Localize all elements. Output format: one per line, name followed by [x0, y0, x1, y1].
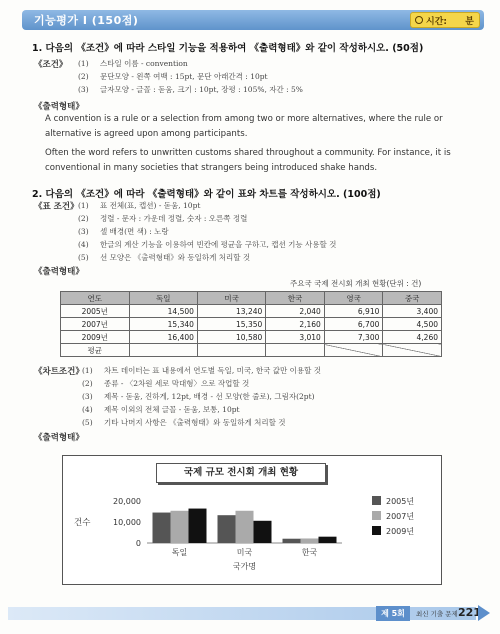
table-cell: 4,260 [383, 331, 442, 344]
table-cell: 10,580 [197, 331, 265, 344]
x-axis-label: 국가명 [232, 562, 257, 571]
legend-label: 2005년 [386, 497, 415, 506]
chart-condition: (4) 제목 이외의 전체 글꼴 - 돋움, 보통, 10pt [82, 405, 240, 414]
footer-round: 제 5회 [376, 606, 410, 621]
y-tick-label: 10,000 [113, 518, 141, 527]
chart-condition: (3) 제목 - 돋움, 진하게, 12pt, 배경 - 선 모양(한 줄로), 그림자(2pt) [82, 392, 315, 401]
table-cell-slash [383, 344, 442, 357]
x-tick-label: 독일 [171, 548, 188, 557]
table-cell-empty [266, 344, 325, 357]
q1-conditions [78, 57, 303, 96]
q1-output-tag: 《출력형태》 [34, 102, 84, 112]
table-condition: (1) 표 전체(표, 캡션) - 돋움, 10pt [78, 201, 201, 210]
table-row [61, 305, 442, 318]
bar [236, 511, 254, 543]
chart-condition: (5) 기타 나머지 사항은 《출력형태》와 동일하게 처리할 것 [82, 418, 286, 427]
table-row [61, 331, 442, 344]
table-avg-label: 평균 [61, 344, 130, 357]
section-title: 기능평가 Ⅰ (150점) [34, 14, 139, 27]
table-cell: 2007년 [61, 318, 130, 331]
q1-condition: (1) 스타일 이름 - convention [78, 59, 188, 68]
table-header: 중국 [383, 292, 442, 305]
table-condition: (3) 셀 배경(면 색) : 노랑 [78, 227, 169, 236]
bar [218, 515, 236, 543]
x-tick-label: 한국 [301, 548, 318, 557]
legend-label: 2007년 [386, 512, 415, 521]
legend-swatch [372, 526, 381, 535]
table-cell: 6,910 [324, 305, 383, 318]
table-cell: 6,700 [324, 318, 383, 331]
paragraph-2: Often the word refers to unwritten customs shared throughout a community. For instance, it is conventional in many societies that strangers being introduced shake hands. [45, 148, 451, 173]
chart-condition: (2) 종류 - 〈2차원 세로 막대형〉으로 작업할 것 [82, 379, 250, 388]
q1-condition: (3) 글자모양 - 글꼴 : 돋움, 크기 : 10pt, 장평 : 105%, 자간 : 5% [78, 85, 303, 94]
bar [301, 538, 319, 543]
q2-output-tag: 《출력형태》 [34, 267, 84, 277]
time-unit: 분 [465, 16, 474, 27]
table-condition: (4) 한글의 계산 기능을 이용하여 빈칸에 평균을 구하고, 캡션 기능 사용할 것 [78, 240, 337, 249]
table-cell: 15,340 [129, 318, 197, 331]
table-cell-slash [324, 344, 383, 357]
legend-label: 2009년 [386, 527, 415, 536]
data-table [60, 291, 442, 357]
table-cell: 2009년 [61, 331, 130, 344]
chart-condition: (1) 차트 데이터는 표 내용에서 연도별 독일, 미국, 한국 값만 이용할 것 [82, 366, 321, 375]
table-cell: 2,160 [266, 318, 325, 331]
table-cell: 2,040 [266, 305, 325, 318]
x-tick-label: 미국 [236, 548, 253, 557]
page-number: 221 [458, 606, 481, 619]
table-condition: (5) 선 모양은 《출력형태》와 동일하게 처리할 것 [78, 253, 251, 262]
footer-label: 최신 기출 문제 [416, 610, 458, 618]
question-1-title: 1. 다음의 《조건》에 따라 스타일 기능을 적용하여 《출력형태》와 같이 작성하시오. (50점) [32, 43, 424, 54]
question-2-title: 2. 다음의 《조건》에 따라 《출력형태》와 같이 표와 차트를 작성하시오. (100점) [32, 189, 381, 200]
table-cell: 3,400 [383, 305, 442, 318]
table-cell-empty [129, 344, 197, 357]
clock-icon [415, 16, 423, 24]
q2-chart-condition-tag: 《차트조건》 [34, 367, 84, 377]
table-header: 미국 [197, 292, 265, 305]
table-condition: (2) 정렬 - 문자 : 가운데 정렬, 숫자 : 오른쪽 정렬 [78, 214, 248, 223]
table-header: 영국 [324, 292, 383, 305]
table-header: 연도 [61, 292, 130, 305]
table-cell: 7,300 [324, 331, 383, 344]
table-row [61, 318, 442, 331]
bar [153, 513, 171, 543]
y-tick-label: 0 [135, 539, 141, 548]
q2-table-condition-tag: 《표 조건》 [34, 202, 79, 212]
bar [171, 511, 189, 543]
bar [189, 509, 207, 543]
table-caption: 주요국 국제 전시회 개최 현황(단위 : 건) [290, 279, 422, 288]
table-cell: 14,500 [129, 305, 197, 318]
y-tick-label: 20,000 [113, 497, 141, 506]
paragraph-1: A convention is a rule or a selection from among two or more alternatives, where the rule or alternative is agreed upon among participants. [45, 114, 443, 139]
bar [319, 537, 337, 543]
time-label: 시간: [426, 16, 447, 27]
table-cell: 4,500 [383, 318, 442, 331]
chart-title: 국제 규모 전시회 개최 현황 [156, 463, 326, 483]
table-cell: 3,010 [266, 331, 325, 344]
time-box [410, 12, 480, 28]
legend-swatch [372, 511, 381, 520]
table-cell: 15,350 [197, 318, 265, 331]
q2-table-conditions [78, 199, 336, 264]
y-axis-label: 건수 [74, 518, 91, 528]
arrow-right-icon [478, 605, 490, 621]
table-cell: 16,400 [129, 331, 197, 344]
table-header: 한국 [266, 292, 325, 305]
q2-chart-output-tag: 《출력형태》 [34, 433, 84, 443]
table-header-row [61, 292, 442, 305]
table-cell: 2005년 [61, 305, 130, 318]
q1-condition: (2) 문단모양 - 왼쪽 여백 : 15pt, 문단 아래간격 : 10pt [78, 72, 268, 81]
table-cell-empty [197, 344, 265, 357]
table-avg-row [61, 344, 442, 357]
table-cell: 13,240 [197, 305, 265, 318]
legend-swatch [372, 496, 381, 505]
bar [283, 539, 301, 543]
bar [254, 521, 272, 543]
q2-chart-conditions [82, 364, 321, 429]
q1-condition-tag: 《조건》 [34, 60, 68, 70]
table-header: 독일 [129, 292, 197, 305]
